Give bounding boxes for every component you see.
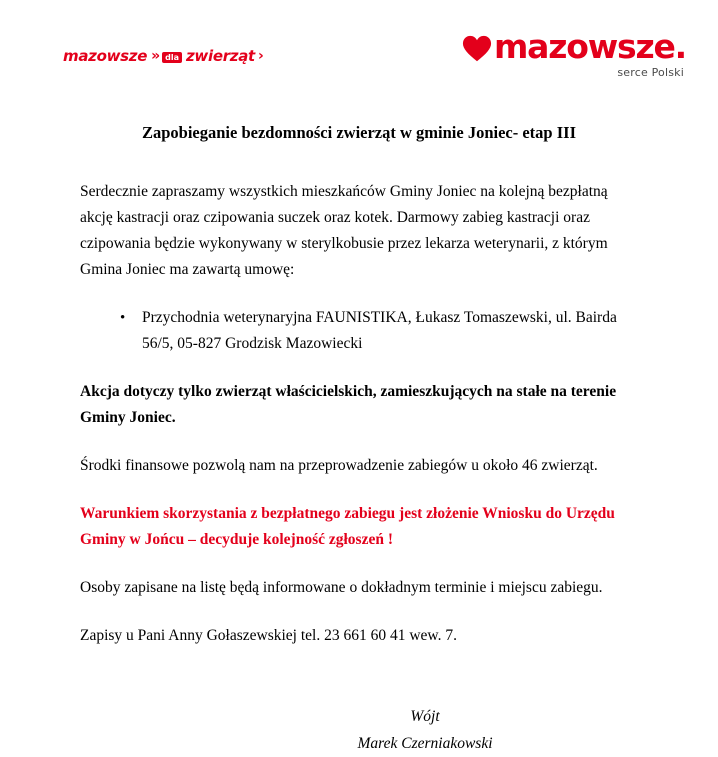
info-paragraph: Osoby zapisane na listę będą informowane o dokładnym terminie i miejscu zabiegu. xyxy=(80,579,603,596)
funds-paragraph: Środki finansowe pozwolą nam na przeprowadzenie zabiegów u około 46 zwierząt. xyxy=(80,457,598,474)
logo-right-wordmark: mazowsze. xyxy=(494,27,686,66)
signature-block xyxy=(80,703,640,757)
signature-role: Wójt xyxy=(410,708,440,725)
clinic-list xyxy=(80,305,640,357)
heart-icon xyxy=(462,34,492,64)
document-content xyxy=(0,143,718,757)
document-header xyxy=(0,0,718,100)
logo-left-word1: mazowsze xyxy=(63,47,148,65)
contact-paragraph: Zapisy u Pani Anny Gołaszewskiej tel. 23 661 60 41 wew. 7. xyxy=(80,627,457,644)
logo-left-word2: zwierząt xyxy=(186,47,255,65)
page-title: Zapobieganie bezdomności zwierząt w gminie Joniec- etap III xyxy=(141,123,576,142)
logo-right-row xyxy=(462,27,686,66)
bold-note-paragraph: Akcja dotyczy tylko zwierząt właścicielskich, zamieszkujących na stałe na terenie Gminy Joniec. xyxy=(80,383,617,426)
logo-right-tagline: serce Polski xyxy=(617,66,684,79)
logo-left-small-word: dla xyxy=(162,52,182,63)
signature-name: Marek Czerniakowski xyxy=(357,735,493,752)
red-warning-paragraph: Warunkiem skorzystania z bezpłatnego zabiegu jest złożenie Wniosku do Urzędu Gminy w Jońcu – decyduje kolejność zgłoszeń ! xyxy=(80,505,615,548)
double-chevron-icon: » xyxy=(151,48,159,64)
mazowsze-serce-polski-logo xyxy=(462,27,686,79)
mazowsze-dla-zwierzat-logo xyxy=(63,47,264,65)
intro-paragraph: Serdecznie zapraszamy wszystkich mieszkańców Gminy Joniec na kolejną bezpłatną akcję kastracji oraz czipowania suczek oraz kotek. Darmowy zabieg kastracji oraz czipowania będzie wykonywany w sterylkobusie przez lekarza weterynarii, z którym Gmina Joniec ma zawartą umowę: xyxy=(80,183,608,278)
list-item: • Przychodnia weterynaryjna FAUNISTIKA, Łukasz Tomaszewski, ul. Bairda 56/5, 05-827 Grodzisk Mazowiecki xyxy=(120,305,640,357)
chevron-right-icon: › xyxy=(257,48,264,64)
